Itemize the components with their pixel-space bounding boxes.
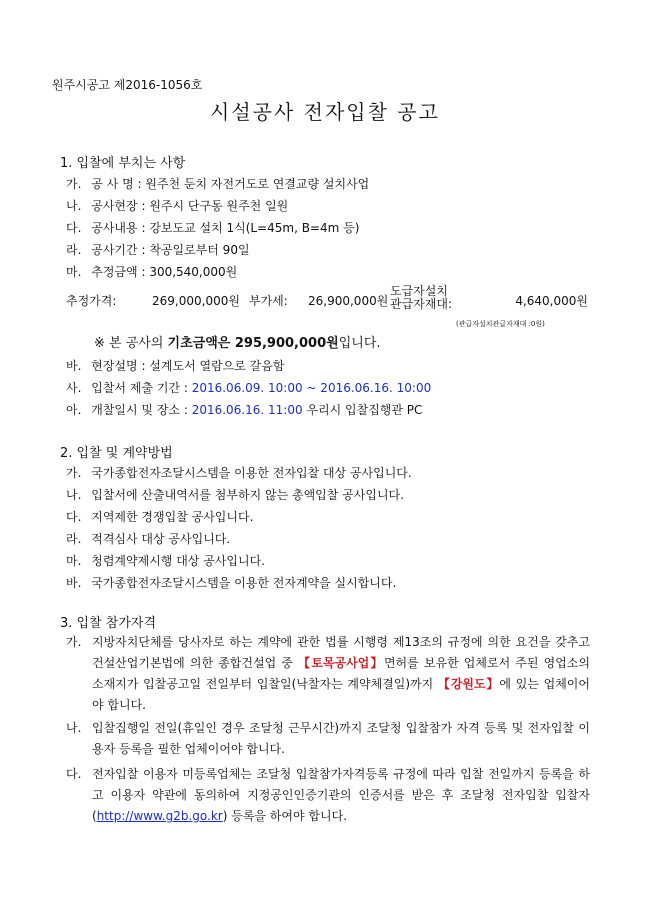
item-value: 강보도교 설치 1식(L=45m, B=4m 등) — [149, 221, 360, 235]
item-site — [66, 196, 288, 216]
item-mark: 가. — [66, 466, 82, 480]
item-separator: : — [141, 265, 150, 279]
item-mark: 나. — [66, 199, 82, 213]
item-label: 공 사 명 — [91, 177, 134, 191]
item-value: 원주시 단구동 원주천 일원 — [149, 199, 289, 213]
notice-number: 원주시공고 제2016-1056호 — [52, 78, 203, 92]
item-mark: 라. — [66, 532, 82, 546]
item-site-briefing — [66, 356, 284, 376]
item-separator: : — [141, 221, 150, 235]
item-mark: 아. — [66, 403, 82, 417]
supplied-material-label-2: 관급자재대: — [390, 297, 453, 311]
item-mark: 나. — [66, 721, 82, 735]
list-item — [66, 507, 253, 527]
price-breakdown — [66, 285, 596, 319]
supplied-material-label-1: 도급자설치 — [390, 284, 448, 298]
paragraph-body — [92, 764, 590, 827]
paragraph-text: 지방자치단체를 당사자로 하는 계약에 관한 법률 시행령 제13조의 규정에 의한 요건을 갖추고 건설산업기본법에 의한 종합건설업 중 — [92, 635, 590, 670]
vat-value: 26,900,000원 — [308, 294, 389, 308]
section-2-heading: 2. 입찰 및 계약방법 — [60, 446, 173, 461]
base-amount-note — [94, 332, 381, 351]
item-mark: 가. — [66, 177, 82, 191]
region-requirement: 【강원도】 — [437, 677, 500, 691]
item-text: 국가종합전자조달시스템을 이용한 전자입찰 대상 공사입니다. — [91, 466, 412, 480]
item-value: 300,540,000원 — [149, 265, 238, 279]
item-mark: 나. — [66, 488, 82, 502]
base-amount-value: 기초금액은 295,900,000원 — [167, 336, 339, 351]
item-separator: : — [180, 381, 192, 395]
item-mark: 바. — [66, 359, 82, 373]
item-text: 입찰서에 산출내역서를 첨부하지 않는 총액입찰 공사입니다. — [91, 488, 404, 502]
item-separator: : — [141, 199, 150, 213]
g2b-link[interactable]: http://www.g2b.go.kr — [96, 809, 223, 823]
paragraph-body — [92, 632, 590, 716]
item-submission-period — [66, 378, 431, 398]
item-mark: 가. — [66, 635, 82, 649]
list-item — [66, 551, 265, 571]
item-value: 착공일로부터 90일 — [149, 243, 250, 257]
list-item — [66, 573, 396, 593]
section-1-heading: 1. 입찰에 부치는 사항 — [60, 156, 186, 171]
item-label: 추정금액 — [91, 265, 138, 279]
item-value: 원주천 둔치 자전거도로 연결교량 설치사업 — [145, 177, 370, 191]
item-separator: : — [137, 359, 150, 373]
item-mark: 바. — [66, 576, 82, 590]
item-tail: 우리시 입찰집행관 PC — [302, 403, 423, 417]
item-mark: 마. — [66, 265, 82, 279]
item-label: 공사기간 — [91, 243, 138, 257]
list-item — [66, 529, 230, 549]
qualification-paragraph-3 — [66, 764, 590, 827]
item-mark: 다. — [66, 767, 82, 781]
base-amount-prefix: ※ 본 공사의 — [94, 336, 168, 351]
item-text: 적격심사 대상 공사입니다. — [91, 532, 231, 546]
page-title: 시설공사 전자입찰 공고 — [210, 100, 440, 124]
section-3-heading: 3. 입찰 참가자격 — [60, 616, 157, 631]
item-period — [66, 240, 250, 260]
item-estimate — [66, 262, 237, 282]
item-separator: : — [141, 243, 150, 257]
paragraph-text: 에 있는 업체이어야 합니다. — [92, 677, 590, 712]
item-text: 국가종합전자조달시스템을 이용한 전자계약을 실시합니다. — [91, 576, 397, 590]
item-label: 현장설명 — [91, 359, 138, 373]
qualification-paragraph-2 — [66, 718, 590, 760]
list-item — [66, 485, 404, 505]
item-content — [66, 218, 359, 238]
item-mark: 마. — [66, 554, 82, 568]
item-mark: 다. — [66, 510, 82, 524]
item-text: 지역제한 경쟁입찰 공사입니다. — [91, 510, 254, 524]
item-separator: : — [137, 177, 146, 191]
item-project-name — [66, 174, 369, 194]
item-label: 개찰일시 및 장소 — [91, 403, 181, 417]
item-mark: 라. — [66, 243, 82, 257]
license-requirement: 【토목공사업】 — [298, 656, 384, 670]
paragraph-text: 면허를 보유한 업체로서 주된 영업소의 소재지가 입찰공고일 전일부터 입찰일(낙찰자는 계약체결일)까지 — [92, 656, 590, 691]
paragraph-body: 입찰집행일 전일(휴일인 경우 조달청 근무시간)까지 조달청 입찰참가 자격 등록 및 전자입찰 이용자 등록을 필한 업체이어야 합니다. — [92, 721, 590, 756]
list-item — [66, 463, 412, 483]
item-value: 2016.06.09. 10:00 ~ 2016.06.16. 10:00 — [191, 381, 432, 395]
item-text: 청렴계약제시행 대상 공사입니다. — [91, 554, 265, 568]
supplied-material-note: (관급자설치관급자재대 :0원) — [456, 320, 545, 328]
paragraph-text: ) 등록을 하여야 합니다. — [222, 809, 348, 823]
item-value: 설계도서 열람으로 갈음함 — [149, 359, 285, 373]
estimated-price-value: 269,000,000원 — [152, 294, 240, 308]
item-label: 공사내용 — [91, 221, 138, 235]
item-separator: : — [180, 403, 192, 417]
paragraph-text: 전자입찰 이용자 미등록업체는 조달청 입찰참가자격등록 규정에 따라 입찰 전일까지 등록을 하고 이용자 약관에 동의하여 지정공인인증기관의 인증서를 받은 후 조달청 전자입찰 입찰자( — [92, 767, 590, 823]
item-label: 공사현장 — [91, 199, 138, 213]
base-amount-suffix: 입니다. — [338, 336, 381, 351]
supplied-material-value: 4,640,000원 — [515, 294, 588, 308]
item-value: 2016.06.16. 11:00 — [191, 403, 303, 417]
item-label: 입찰서 제출 기간 — [91, 381, 181, 395]
item-opening — [66, 400, 422, 420]
item-mark: 다. — [66, 221, 82, 235]
item-mark: 사. — [66, 381, 82, 395]
estimated-price-label: 추정가격: — [66, 294, 117, 308]
qualification-paragraph-1 — [66, 632, 590, 716]
vat-label: 부가세: — [249, 294, 288, 308]
